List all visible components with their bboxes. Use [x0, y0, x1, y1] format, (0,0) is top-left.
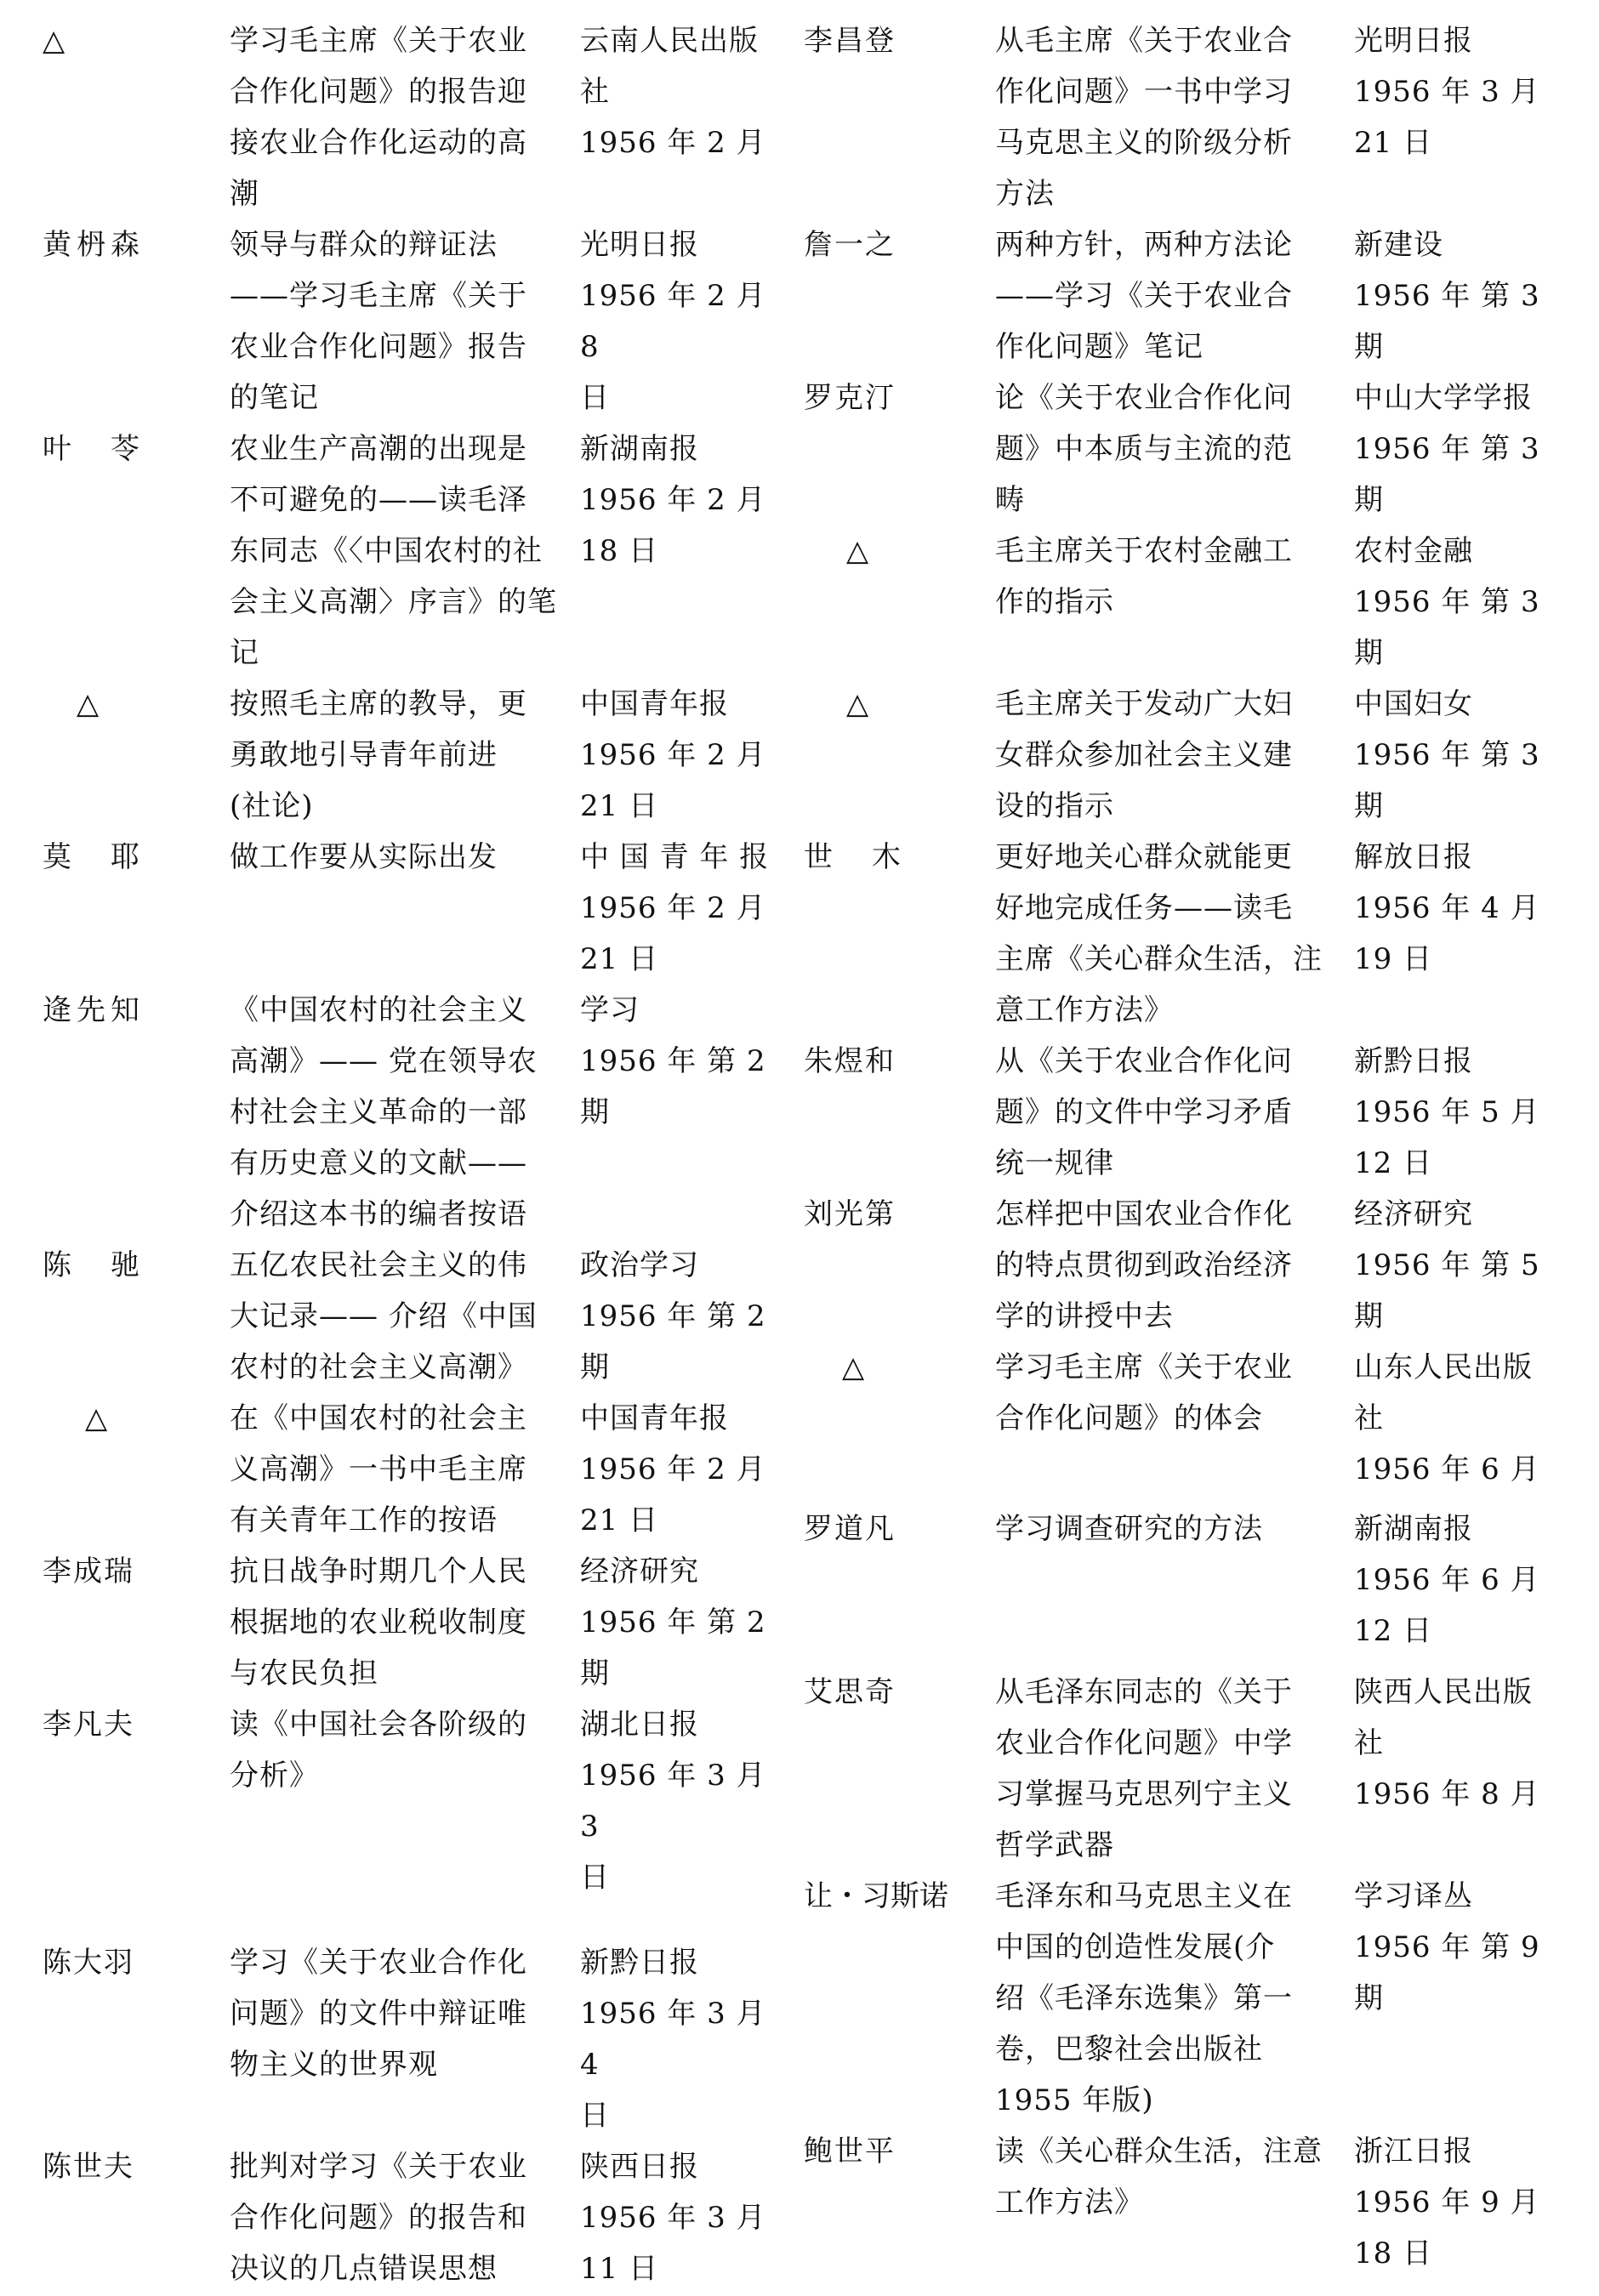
entry-source: 新湖南报 1956 年 6 月 12 日 — [1354, 1512, 1540, 1648]
entry-title: 从《关于农业合作化问 题》的文件中学习矛盾 统一规律 — [995, 1044, 1293, 1180]
entry-author: 李凡夫 — [43, 1708, 134, 1742]
list-item — [43, 15, 788, 219]
list-item — [43, 1393, 788, 1546]
list-item — [804, 1036, 1562, 1189]
list-item — [804, 15, 1562, 219]
entry-author: 罗道凡 — [804, 1512, 896, 1546]
list-item — [804, 832, 1562, 1036]
entry-author: 黄枬森 — [43, 228, 145, 262]
entry-author: 陈世夫 — [43, 2150, 134, 2184]
entry-author: 罗克汀 — [804, 381, 896, 415]
entry-author: 鲍世平 — [804, 2134, 896, 2168]
entry-source: 解放日报 1956 年 4 月 19 日 — [1354, 840, 1540, 976]
entry-author: 世 木 — [804, 840, 906, 874]
entry-source: 新黔日报 1956 年 5 月 12 日 — [1354, 1044, 1540, 1180]
list-item — [43, 832, 788, 985]
entry-title: 毛主席关于农村金融工 作的指示 — [995, 534, 1293, 619]
entry-title: 怎样把中国农业合作化 的特点贯彻到政治经济 学的讲授中去 — [995, 1197, 1293, 1333]
entry-title: 论《关于农业合作化问 题》中本质与主流的范 畴 — [995, 381, 1293, 517]
list-item — [804, 219, 1562, 372]
entry-title: 学习毛主席《关于农业 合作化问题》的体会 — [995, 1350, 1293, 1435]
entry-source: 新黔日报 1956 年 3 月 4 日 — [580, 1946, 766, 2133]
entry-source: 陕西日报 1956 年 3 月 11 日 — [580, 2150, 766, 2286]
entry-title: 读《关心群众生活，注意 工作方法》 — [995, 2134, 1323, 2219]
entry-source: 光明日报 1956 年 2 月 8 日 — [580, 228, 766, 415]
list-item — [43, 985, 788, 1240]
entry-title: 《中国农村的社会主义 高潮》—— 党在领导农 村社会主义革命的一部 有历史意义的文献—— 介绍这本书的编者按语 — [230, 993, 538, 1231]
entry-title: 批判对学习《关于农业 合作化问题》的报告和 决议的几点错误思想 — [230, 2150, 527, 2286]
entry-author: 莫 耶 — [43, 840, 145, 874]
entry-source: 中山大学学报 1956 年 第 3 期 — [1354, 381, 1540, 517]
entry-source: 经济研究 1956 年 第 5 期 — [1354, 1197, 1540, 1333]
list-item — [804, 372, 1562, 526]
list-item — [43, 423, 788, 679]
entry-source: 农村金融 1956 年 第 3 期 — [1354, 534, 1540, 670]
entry-source: 中国青年报 1956 年 2 月 21 日 — [580, 687, 766, 823]
entry-source: 政治学习 1956 年 第 2 期 — [580, 1248, 766, 1384]
entry-author: △ — [43, 24, 71, 58]
left-column — [43, 15, 788, 2294]
entry-title: 抗日战争时期几个人民 根据地的农业税收制度 与农民负担 — [230, 1554, 527, 1691]
entry-title: 毛泽东和马克思主义在 中国的创造性发展(介 绍《毛泽东选集》第一 卷，巴黎社会出版社 1955 年版) — [995, 1879, 1293, 2117]
entry-title: 按照毛主席的教导，更 勇敢地引导青年前进 (社论) — [230, 687, 527, 823]
entry-author: 詹一之 — [804, 228, 896, 262]
entry-author: 刘光第 — [804, 1197, 896, 1231]
entry-author: 艾思奇 — [804, 1675, 896, 1709]
entry-author: △ — [842, 1350, 867, 1384]
entry-author: △ — [85, 1401, 113, 1435]
entry-title: 学习调查研究的方法 — [995, 1512, 1263, 1546]
entry-source: 山东人民出版 社 1956 年 6 月 — [1354, 1350, 1540, 1486]
entry-author: 朱煜和 — [804, 1044, 896, 1078]
entry-title: 两种方针，两种方法论 ——学习《关于农业合 作化问题》笔记 — [995, 228, 1293, 364]
entry-author: △ — [846, 687, 871, 721]
entry-source: 中 国 青 年 报 1956 年 2 月 21 日 — [580, 840, 770, 976]
entry-title: 读《中国社会各阶级的 分析》 — [230, 1708, 527, 1793]
entry-source: 湖北日报 1956 年 3 月 3 日 — [580, 1708, 766, 1895]
list-item — [804, 1189, 1562, 1342]
list-item — [804, 1503, 1562, 1657]
entry-source: 新建设 1956 年 第 3 期 — [1354, 228, 1540, 364]
list-item — [804, 2126, 1562, 2279]
list-item — [804, 679, 1562, 832]
right-column — [804, 15, 1562, 2279]
entry-title: 毛主席关于发动广大妇 女群众参加社会主义建 设的指示 — [995, 687, 1293, 823]
entry-title: 五亿农民社会主义的伟 大记录—— 介绍《中国 农村的社会主义高潮》 — [230, 1248, 538, 1384]
entry-source: 浙江日报 1956 年 9 月 18 日 — [1354, 2134, 1540, 2270]
entry-title: 从毛主席《关于农业合 作化问题》一书中学习 马克思主义的阶级分析 方法 — [995, 24, 1293, 211]
entry-source: 光明日报 1956 年 3 月 21 日 — [1354, 24, 1540, 160]
entry-title: 领导与群众的辩证法 ——学习毛主席《关于 农业合作化问题》报告 的笔记 — [230, 228, 527, 415]
entry-title: 做工作要从实际出发 — [230, 840, 498, 874]
entry-title: 更好地关心群众就能更 好地完成任务——读毛 主席《关心群众生活，注 意工作方法》 — [995, 840, 1323, 1027]
entry-title: 学习毛主席《关于农业 合作化问题》的报告迎 接农业合作化运动的高 潮 — [230, 24, 527, 211]
entry-author: 陈大羽 — [43, 1946, 134, 1980]
entry-author: △ — [846, 534, 871, 568]
list-item — [43, 1699, 788, 1903]
entry-source: 中国青年报 1956 年 2 月 21 日 — [580, 1401, 766, 1537]
entry-title: 在《中国农村的社会主 义高潮》一书中毛主席 有关青年工作的按语 — [230, 1401, 527, 1537]
entry-source: 学习 1956 年 第 2 期 — [580, 993, 766, 1129]
entry-source: 陕西人民出版 社 1956 年 8 月 — [1354, 1675, 1540, 1811]
list-item — [43, 1240, 788, 1393]
entry-title: 农业生产高潮的出现是 不可避免的——读毛泽 东同志《〈中国农村的社 会主义高潮〉序言》的笔 记 — [230, 432, 557, 670]
entry-source: 云南人民出版 社 1956 年 2 月 — [580, 24, 766, 160]
entry-author: 逄先知 — [43, 993, 145, 1027]
entry-title: 学习《关于农业合作化 问题》的文件中辩证唯 物主义的世界观 — [230, 1946, 527, 2082]
entry-source: 新湖南报 1956 年 2 月 18 日 — [580, 432, 766, 568]
entry-author: 李成瑞 — [43, 1554, 134, 1588]
list-item — [804, 1667, 1562, 1871]
list-item — [804, 1342, 1562, 1495]
entry-author: △ — [77, 687, 105, 721]
entry-author: 李昌登 — [804, 24, 896, 58]
list-item — [43, 2141, 788, 2294]
entry-source: 经济研究 1956 年 第 2 期 — [580, 1554, 766, 1691]
list-item — [43, 1937, 788, 2141]
entry-source: 中国妇女 1956 年 第 3 期 — [1354, 687, 1540, 823]
list-item — [804, 526, 1562, 679]
entry-author: 叶 苓 — [43, 432, 145, 466]
list-item — [43, 679, 788, 832]
list-item — [804, 1871, 1562, 2126]
entry-author: 陈 驰 — [43, 1248, 145, 1282]
entry-source: 学习译丛 1956 年 第 9 期 — [1354, 1879, 1540, 2015]
entry-author: 让・习斯诺 — [804, 1879, 948, 1913]
entry-title: 从毛泽东同志的《关于 农业合作化问题》中学 习掌握马克思列宁主义 哲学武器 — [995, 1675, 1293, 1862]
list-item — [43, 1546, 788, 1699]
list-item — [43, 219, 788, 423]
